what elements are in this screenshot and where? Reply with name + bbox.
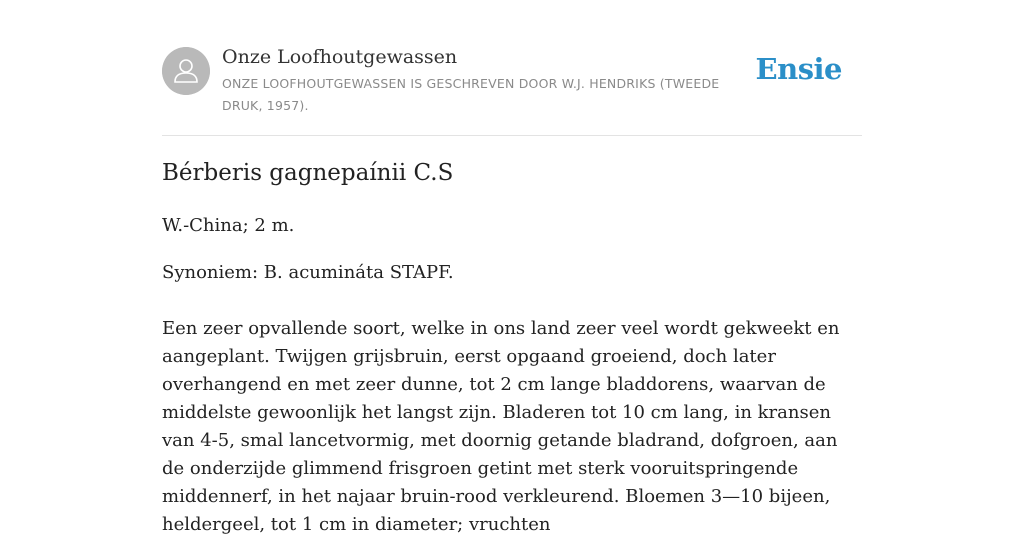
source-header: [162, 0, 862, 136]
source-description: ONZE LOOFHOUTGEWASSEN IS GESCHREVEN DOOR W.J. HENDRIKS (TWEEDE DRUK, 1957).: [222, 76, 720, 113]
article-description: Een zeer opvallende soort, welke in ons land zeer veel wordt gekweekt en aangeplant. Twijgen grijsbruin, eerst opgaand groeiend, doch later overhangend en met zeer dunne, tot 2 cm lange bladdorens, waarvan de middelste gewoonlijk het langst zijn. Bladeren tot 10 cm lang, in kransen van 4-5, smal lancetvormig, met doornig getande bladrand, dofgroen, aan de onderzijde glimmend frisgroen getint met sterk vooruitspringende middennerf, in het najaar bruin-rood verkleurend. Bloemen 3—10 bijeen, heldergeel, tot 1 cm in diameter; vruchten: [162, 318, 840, 535]
user-avatar-icon: [162, 47, 210, 95]
article-synonym: Synoniem: B. acumináta STAPF.: [162, 262, 454, 283]
source-title-link[interactable]: Onze Loofhoutgewassen: [222, 46, 458, 68]
article-origin: W.-China; 2 m.: [162, 215, 295, 236]
ensie-logo-link[interactable]: Ensie: [755, 52, 842, 86]
page: [162, 0, 862, 535]
article-title: Bérberis gagnepaínii C.S: [162, 160, 454, 186]
